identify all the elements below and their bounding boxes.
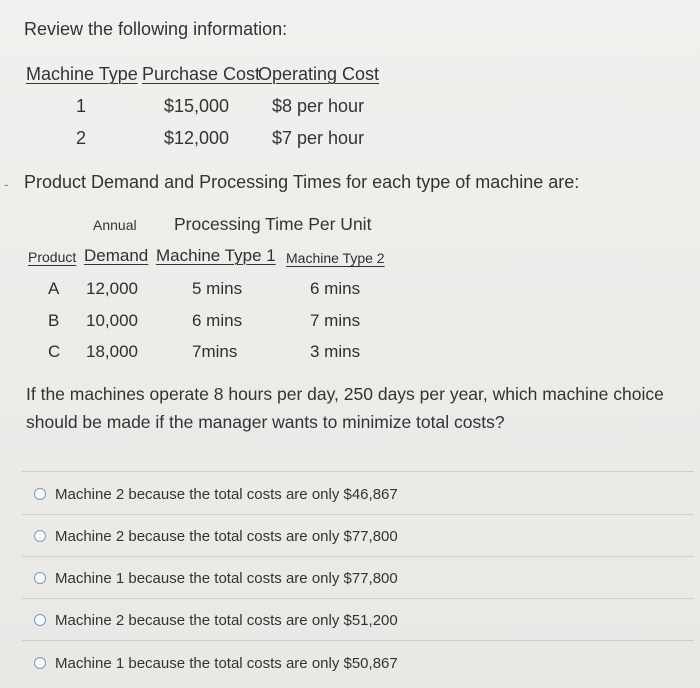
header-operating-cost: Operating Cost — [258, 64, 380, 84]
radio-button[interactable] — [34, 614, 46, 626]
header-machine-type: Machine Type — [26, 64, 138, 84]
machine-2-time-cell: 7 mins — [310, 311, 361, 330]
option-label: Machine 2 because the total costs are only $51,200 — [55, 611, 398, 629]
header-machine-type-1: Machine Type 1 — [156, 246, 276, 265]
operating-cost-cell: $7 per hour — [272, 128, 365, 148]
machine-type-cell: 2 — [76, 128, 87, 148]
divider — [22, 471, 694, 472]
radio-button[interactable] — [34, 572, 46, 584]
operating-cost-cell: $8 per hour — [272, 96, 365, 116]
answer-option[interactable] — [34, 651, 398, 675]
demand-cell: 10,000 — [86, 311, 138, 330]
demand-cell: 12,000 — [86, 279, 138, 298]
option-label: Machine 2 because the total costs are only $46,867 — [55, 485, 398, 503]
answer-option[interactable] — [34, 482, 398, 506]
option-label: Machine 1 because the total costs are only $50,867 — [55, 654, 398, 672]
header-demand: Demand — [84, 246, 149, 265]
header-purchase-cost: Purchase Cost — [142, 64, 261, 84]
divider — [22, 556, 694, 557]
header-product: Product — [28, 249, 77, 265]
question-text: If the machines operate 8 hours per day, 250 days per year, which machine choice should be made if the manager wants to minimize total costs? — [26, 384, 664, 432]
machine-1-time-cell: 5 mins — [192, 279, 243, 298]
option-label: Machine 2 because the total costs are only $77,800 — [55, 527, 398, 545]
radio-button[interactable] — [34, 488, 46, 500]
purchase-cost-cell: $12,000 — [164, 128, 230, 148]
divider — [22, 598, 694, 599]
radio-button[interactable] — [34, 530, 46, 542]
answer-option[interactable] — [34, 524, 398, 548]
machine-2-time-cell: 6 mins — [310, 279, 361, 298]
machine-1-time-cell: 7mins — [192, 342, 238, 361]
header-machine-type-2: Machine Type 2 — [286, 250, 385, 266]
machine-1-time-cell: 6 mins — [192, 311, 243, 330]
machine-2-time-cell: 3 mins — [310, 342, 361, 361]
divider — [22, 514, 694, 515]
subheading: Product Demand and Processing Times for each type of machine are: — [24, 172, 580, 192]
product-cell: C — [48, 342, 61, 361]
product-cell: B — [48, 311, 60, 330]
product-cell: A — [48, 279, 60, 298]
radio-button[interactable] — [34, 657, 46, 669]
demand-cell: 18,000 — [86, 342, 138, 361]
header-processing-time: Processing Time Per Unit — [174, 214, 372, 234]
answer-option[interactable] — [34, 608, 398, 632]
header-annual: Annual — [93, 217, 137, 233]
answer-option[interactable] — [34, 566, 398, 590]
margin-mark: - — [4, 176, 9, 192]
machine-type-cell: 1 — [76, 96, 87, 116]
option-label: Machine 1 because the total costs are only $77,800 — [55, 569, 398, 587]
divider — [22, 640, 694, 641]
intro-text: Review the following information: — [24, 19, 288, 39]
purchase-cost-cell: $15,000 — [164, 96, 230, 116]
